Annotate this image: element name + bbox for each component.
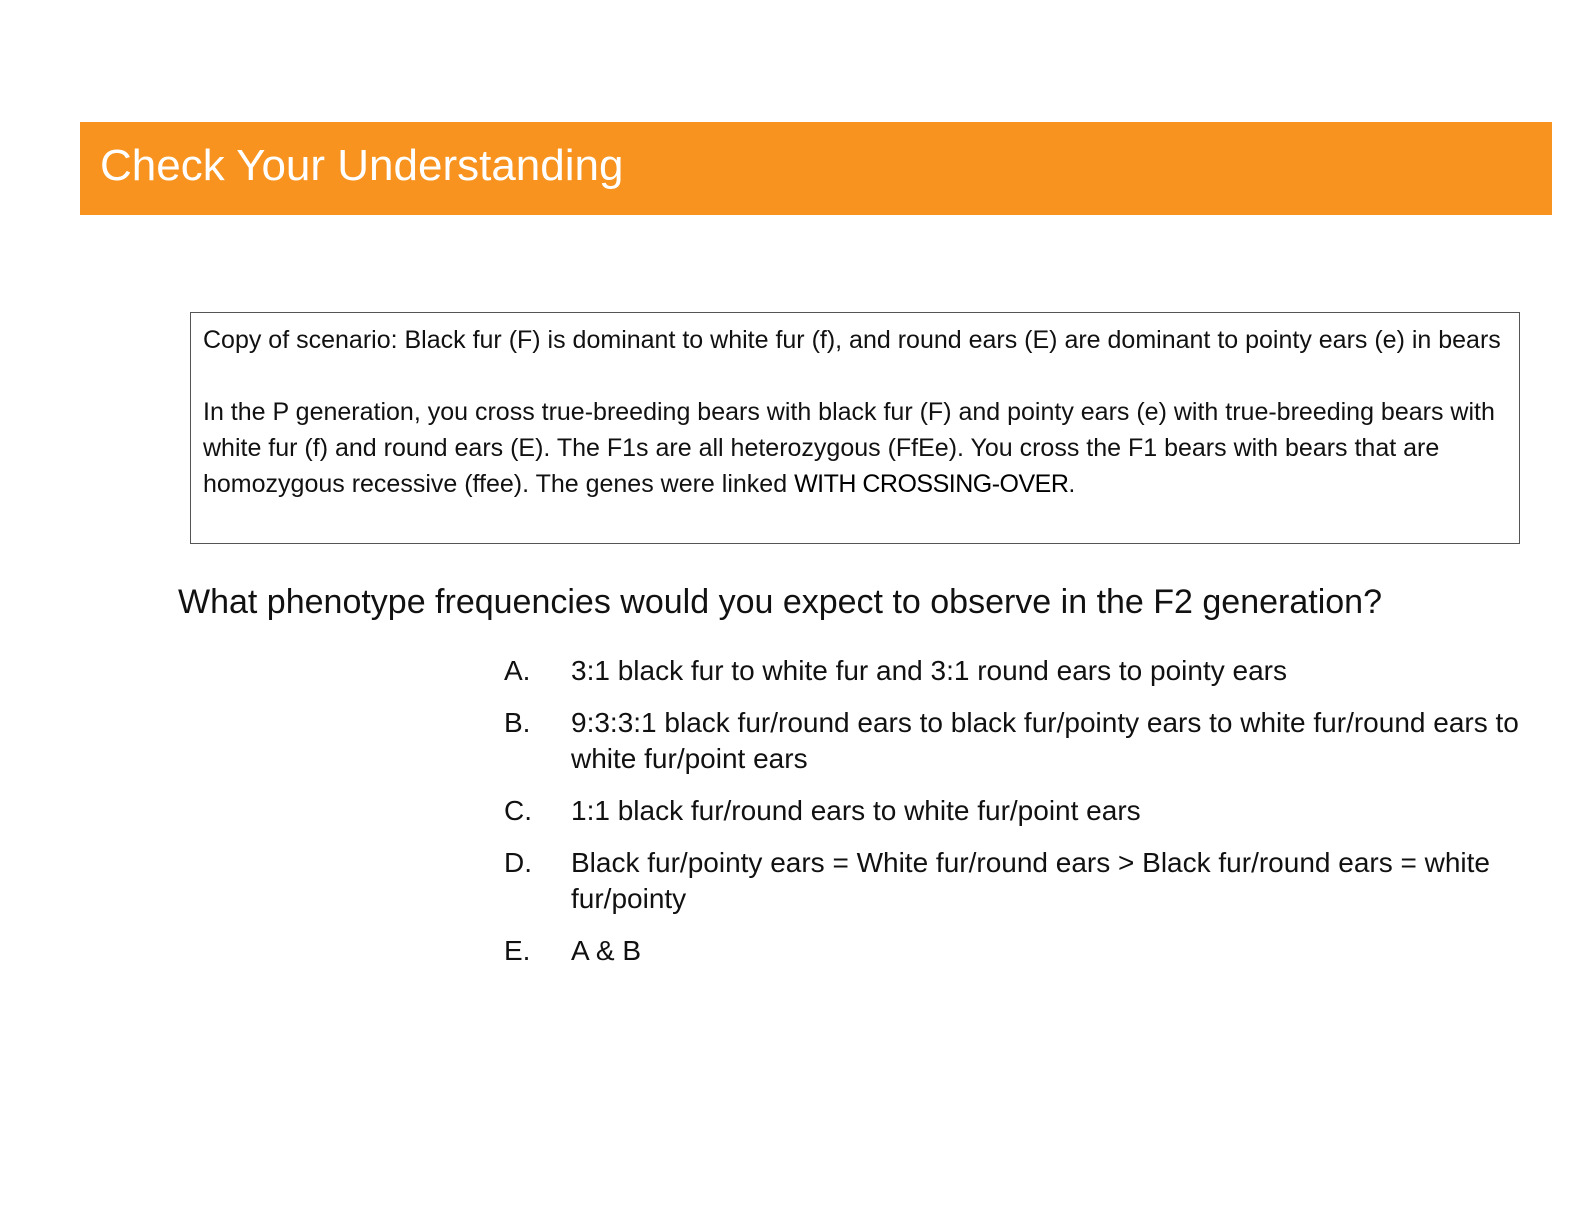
answer-option-d[interactable] xyxy=(504,845,1564,917)
scenario-paragraph-1: Copy of scenario: Black fur (F) is dominant to white fur (f), and round ears (E) are dominant to pointy ears (e) in bears xyxy=(203,326,1501,354)
option-text: A & B xyxy=(571,935,642,966)
scenario-paragraph-2-end: . xyxy=(1068,470,1076,498)
option-letter: B. xyxy=(504,707,531,738)
answer-option-e[interactable] xyxy=(504,933,1564,969)
option-text: 9:3:3:1 black fur/round ears to black fur/pointy ears to white fur/round ears to white fur/point ears xyxy=(571,707,1519,774)
scenario-paragraph-2 xyxy=(203,394,1507,502)
option-text: Black fur/pointy ears = White fur/round ears > Black fur/round ears = white fur/pointy xyxy=(571,847,1490,914)
question-text: What phenotype frequencies would you expect to observe in the F2 generation? xyxy=(178,583,1382,621)
option-text: 3:1 black fur to white fur and 3:1 round ears to pointy ears xyxy=(571,655,1287,686)
scenario-emphasis: WITH CROSSING-OVER xyxy=(794,470,1069,498)
option-letter: A. xyxy=(504,655,531,686)
page-title: Check Your Understanding xyxy=(100,140,624,190)
answer-options-list xyxy=(504,653,1564,985)
option-letter: C. xyxy=(504,795,532,826)
option-letter: E. xyxy=(504,935,531,966)
scenario-paragraph-2-lead: In the P generation, you cross true-breeding bears with black fur (F) and pointy ears (e) with true-breeding bears with white fur (f) and round ears (E). The F1s are all heterozygous (FfEe). You cross the F1 bears with bears that are homozygous recessive (ffee). The genes were linked xyxy=(203,398,1495,498)
title-bar xyxy=(80,122,1552,215)
option-letter: D. xyxy=(504,847,532,878)
answer-option-b[interactable] xyxy=(504,705,1564,777)
answer-option-a[interactable] xyxy=(504,653,1564,689)
answer-option-c[interactable] xyxy=(504,793,1564,829)
paragraph-spacer xyxy=(203,358,1507,394)
scenario-box xyxy=(190,312,1520,544)
option-text: 1:1 black fur/round ears to white fur/point ears xyxy=(571,795,1141,826)
